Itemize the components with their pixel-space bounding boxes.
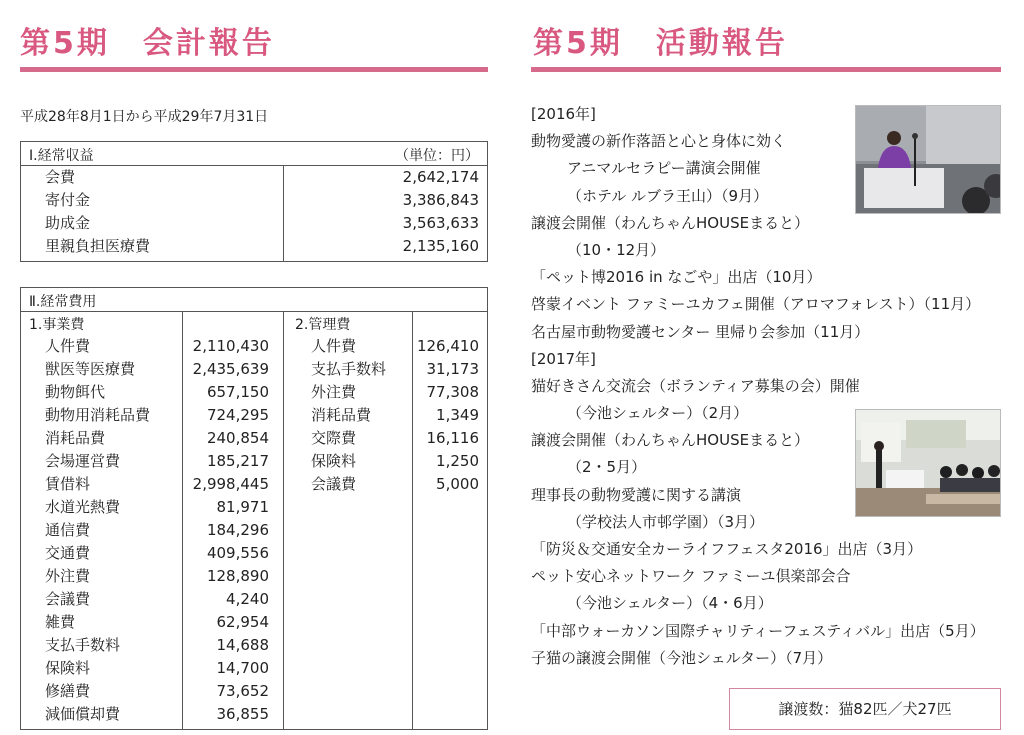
row-value: 1,250 — [436, 452, 479, 470]
row-label: 会議費 — [45, 590, 91, 608]
rakugo-performance-photo — [855, 105, 1001, 214]
row-label: 修繕費 — [45, 682, 91, 700]
admin-expense-title: 2.管理費 — [295, 317, 351, 333]
row-value: 14,688 — [216, 636, 269, 654]
right-heading-rule — [531, 67, 1001, 72]
row-value: 14,700 — [216, 659, 269, 677]
expense-title: Ⅱ.経常費用 — [29, 294, 97, 310]
table-row — [45, 166, 479, 189]
activity-item: 猫好きさん交流会（ボランティア募集の会）開催 — [531, 376, 860, 395]
table-row — [45, 703, 269, 726]
row-label: 外注費 — [45, 567, 91, 585]
row-label: 会費 — [45, 168, 76, 186]
row-label: 寄付金 — [45, 191, 91, 209]
row-label: 人件費 — [45, 337, 91, 355]
table-row — [311, 381, 479, 404]
table-row — [311, 404, 479, 427]
unit-label: （単位：円） — [395, 148, 479, 164]
income-title: Ⅰ.経常収益 — [29, 148, 94, 164]
row-value: 2,110,430 — [192, 337, 269, 355]
row-value: 81,971 — [216, 498, 269, 516]
income-rows — [45, 166, 479, 258]
table-row — [45, 235, 479, 258]
activity-item: 「防災＆交通安全カーライフフェスタ2016」出店（3月） — [531, 540, 923, 558]
row-value: 185,217 — [206, 452, 269, 470]
row-value: 128,890 — [206, 567, 269, 585]
table-row — [311, 335, 479, 358]
lecture-classroom-photo — [855, 409, 1001, 517]
row-label: 消耗品費 — [311, 406, 372, 424]
activity-item: （学校法人市邨学園）（3月） — [567, 512, 765, 531]
activity-item: 譲渡会開催（わんちゃんHOUSEまると） — [531, 431, 810, 450]
row-value: 77,308 — [426, 383, 479, 401]
row-label: 獣医等医療費 — [45, 360, 136, 378]
row-value: 4,240 — [226, 590, 269, 608]
left-heading-rule — [20, 67, 488, 72]
table-row — [45, 634, 269, 657]
row-value: 5,000 — [436, 475, 479, 493]
table-row — [45, 404, 269, 427]
row-label: 交際費 — [311, 429, 357, 447]
accounting-report-heading: 第5期 会計報告 — [20, 26, 275, 61]
income-table — [20, 141, 488, 262]
row-value: 2,435,639 — [192, 360, 269, 378]
table-row — [45, 358, 269, 381]
table-row — [45, 473, 269, 496]
table-row — [45, 565, 269, 588]
row-label: 会議費 — [311, 475, 357, 493]
activity-item: （今池シェルター）（4・6月） — [567, 594, 773, 613]
row-value: 2,642,174 — [402, 168, 479, 186]
table-row — [45, 542, 269, 565]
activity-item: （10・12月） — [567, 240, 666, 259]
row-value: 36,855 — [216, 705, 269, 723]
table-row — [45, 335, 269, 358]
activity-item: 譲渡会開催（わんちゃんHOUSEまると） — [531, 213, 810, 232]
row-label: 通信費 — [45, 521, 91, 539]
lecture-classroom-image — [856, 410, 1001, 517]
table-row — [45, 427, 269, 450]
activity-item: 理事長の動物愛護に関する講演 — [531, 485, 742, 504]
expense-table — [20, 287, 488, 730]
row-value: 1,349 — [436, 406, 479, 424]
row-value: 2,998,445 — [192, 475, 269, 493]
expense-header-divider — [21, 311, 487, 312]
fiscal-period: 平成28年8月1日から平成29年7月31日 — [20, 109, 269, 125]
activity-item: （ホテル ルブラ王山）（9月） — [567, 186, 769, 205]
table-row — [45, 588, 269, 611]
row-value: 62,954 — [216, 613, 269, 631]
row-value: 31,173 — [426, 360, 479, 378]
activity-item: 動物愛護の新作落語と心と身体に効く — [531, 132, 787, 151]
row-value: 16,116 — [426, 429, 479, 447]
row-label: 動物餌代 — [45, 383, 106, 401]
table-row — [45, 519, 269, 542]
admin-expense-rows — [311, 335, 479, 496]
table-row — [45, 611, 269, 634]
business-expense-title: 1.事業費 — [29, 317, 85, 333]
activity-report-heading: 第5期 活動報告 — [533, 26, 788, 61]
table-row — [45, 212, 479, 235]
expense-divider-2 — [283, 311, 284, 729]
adoption-count-box: 譲渡数：猫82匹／犬27匹 — [729, 688, 1001, 730]
row-label: 賃借料 — [45, 475, 91, 493]
activity-item: [2016年] — [531, 105, 596, 123]
row-value: 184,296 — [206, 521, 269, 539]
table-row — [311, 473, 479, 496]
row-label: 助成金 — [45, 214, 91, 232]
business-expense-rows — [45, 335, 269, 726]
row-value: 657,150 — [206, 383, 269, 401]
table-row — [311, 450, 479, 473]
activity-item: （2・5月） — [567, 458, 647, 477]
row-value: 409,556 — [206, 544, 269, 562]
activity-item: 子猫の譲渡会開催（今池シェルター）（7月） — [531, 648, 833, 667]
table-row — [45, 680, 269, 703]
row-label: 人件費 — [311, 337, 357, 355]
row-value: 240,854 — [206, 429, 269, 447]
table-row — [45, 381, 269, 404]
row-label: 消耗品費 — [45, 429, 106, 447]
row-label: 外注費 — [311, 383, 357, 401]
table-row — [311, 358, 479, 381]
row-label: 保険料 — [45, 659, 91, 677]
row-value: 3,563,633 — [402, 214, 479, 232]
row-value: 2,135,160 — [402, 237, 479, 255]
row-label: 支払手数料 — [311, 360, 387, 378]
row-label: 会場運営費 — [45, 452, 121, 470]
row-label: 交通費 — [45, 544, 91, 562]
row-label: 支払手数料 — [45, 636, 121, 654]
table-row — [45, 496, 269, 519]
row-label: 保険料 — [311, 452, 357, 470]
table-row — [45, 189, 479, 212]
table-row — [45, 657, 269, 680]
rakugo-performance-image — [856, 106, 1001, 214]
table-row — [311, 427, 479, 450]
activity-item: 名古屋市動物愛護センター 里帰り会参加（11月） — [531, 322, 870, 341]
activity-item: [2017年] — [531, 349, 596, 368]
row-value: 126,410 — [416, 337, 479, 355]
row-value: 73,652 — [216, 682, 269, 700]
row-label: 水道光熱費 — [45, 498, 121, 516]
activity-item: （今池シェルター）（2月） — [567, 404, 749, 423]
table-row — [45, 450, 269, 473]
activity-item: アニマルセラピー講演会開催 — [567, 159, 761, 178]
row-label: 減価償却費 — [45, 705, 121, 723]
activity-item: 啓蒙イベント ファミーユカフェ開催（アロマフォレスト）（11月） — [531, 295, 981, 314]
activity-item: 「中部ウォーカソン国際チャリティーフェスティバル」出店（5月） — [531, 621, 985, 640]
row-label: 雑費 — [45, 613, 76, 631]
row-value: 3,386,843 — [402, 191, 479, 209]
row-value: 724,295 — [206, 406, 269, 424]
activity-item: 「ペット博2016 in なごや」出店（10月） — [531, 268, 822, 287]
row-label: 里親負担医療費 — [45, 237, 151, 255]
row-label: 動物用消耗品費 — [45, 406, 151, 424]
activity-item: ペット安心ネットワーク ファミーユ倶楽部会合 — [531, 567, 851, 586]
